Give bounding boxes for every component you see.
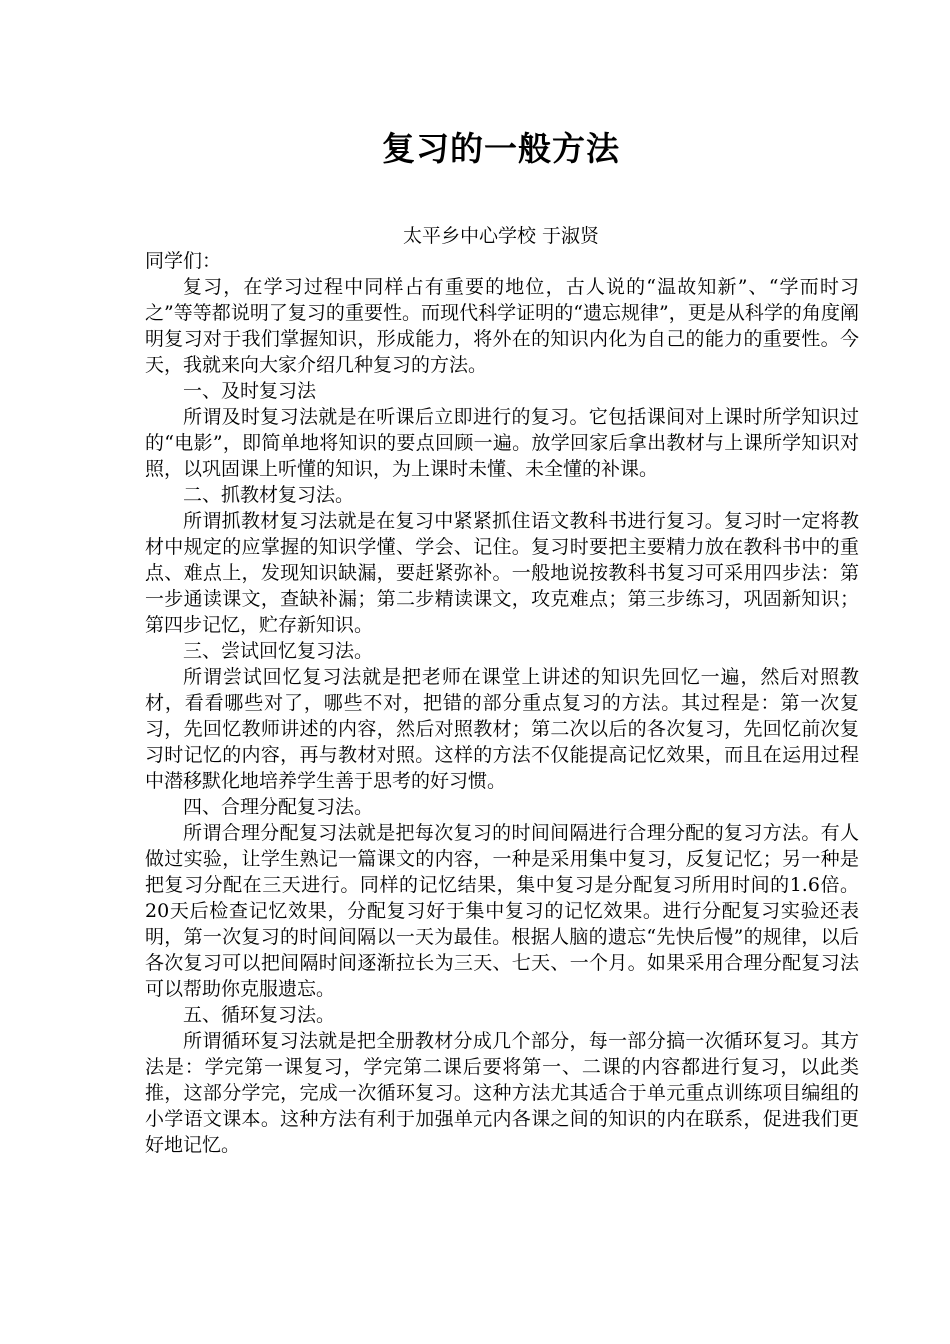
- section-paragraph: 所谓合理分配复习法就是把每次复习的时间间隔进行合理分配的复习方法。有人做过实验，让学生熟记一篇课文的内容，一种是采用集中复习，反复记忆；另一种是把复习分配在三天进行。同样的记忆结果，集中复习是分配复习所用时间的1.6倍。20天后检查记忆效果，分配复习好于集中复习的记忆效果。进行分配复习实验还表明，第一次复习的时间间隔以一天为最佳。根据人脑的遗忘“先快后慢”的规律，以后各次复习可以把间隔时间逐渐拉长为三天、七天、一个月。如果采用合理分配复习法可以帮助你克服遗忘。: [145, 822, 859, 1000]
- document-title: 复习的一般方法: [382, 129, 620, 168]
- section-heading: 四、合理分配复习法。: [183, 796, 374, 818]
- author-line: 太平乡中心学校 于淑贤: [402, 225, 600, 247]
- section-heading: 一、及时复习法: [183, 380, 317, 402]
- section-heading: 二、抓教材复习法。: [183, 484, 355, 506]
- document-body: [145, 248, 859, 1158]
- intro-paragraph: 复习，在学习过程中同样占有重要的地位，古人说的“温故知新”、“学而时习之”等等都说明了复习的重要性。而现代科学证明的“遗忘规律”，更是从科学的角度阐明复习对于我们掌握知识，形成能力，将外在的知识内化为自己的能力的重要性。今天，我就来向大家介绍几种复习的方法。: [145, 276, 859, 376]
- section-paragraph: 所谓抓教材复习法就是在复习中紧紧抓住语文教科书进行复习。复习时一定将教材中规定的应掌握的知识学懂、学会、记住。复习时要把主要精力放在教科书中的重点、难点上，发现知识缺漏，要赶紧弥补。一般地说按教科书复习可采用四步法：第一步通读课文，查缺补漏；第二步精读课文，攻克难点；第三步练习，巩固新知识；第四步记忆，贮存新知识。: [145, 510, 859, 636]
- salutation: 同学们：: [145, 250, 222, 272]
- section-heading: 三、尝试回忆复习法。: [183, 640, 374, 662]
- section-heading: 五、循环复习法。: [183, 1004, 336, 1026]
- section-paragraph: 所谓尝试回忆复习法就是把老师在课堂上讲述的知识先回忆一遍，然后对照教材，看看哪些对了，哪些不对，把错的部分重点复习的方法。其过程是：第一次复习，先回忆教师讲述的内容，然后对照教材；第二次以后的各次复习，先回忆前次复习时记忆的内容，再与教材对照。这样的方法不仅能提高记忆效果，而且在运用过程中潜移默化地培养学生善于思考的好习惯。: [145, 666, 859, 792]
- section-paragraph: 所谓及时复习法就是在听课后立即进行的复习。它包括课间对上课时所学知识过的“电影”，即简单地将知识的要点回顾一遍。放学回家后拿出教材与上课所学知识对照，以巩固课上听懂的知识，为上课时未懂、未全懂的补课。: [145, 406, 859, 480]
- section-paragraph: 所谓循环复习法就是把全册教材分成几个部分，每一部分搞一次循环复习。其方法是：学完第一课复习，学完第二课后要将第一、二课的内容都进行复习，以此类推，这部分学完，完成一次循环复习。这种方法尤其适合于单元重点训练项目编组的小学语文课本。这种方法有利于加强单元内各课之间的知识的内在联系，促进我们更好地记忆。: [145, 1030, 859, 1156]
